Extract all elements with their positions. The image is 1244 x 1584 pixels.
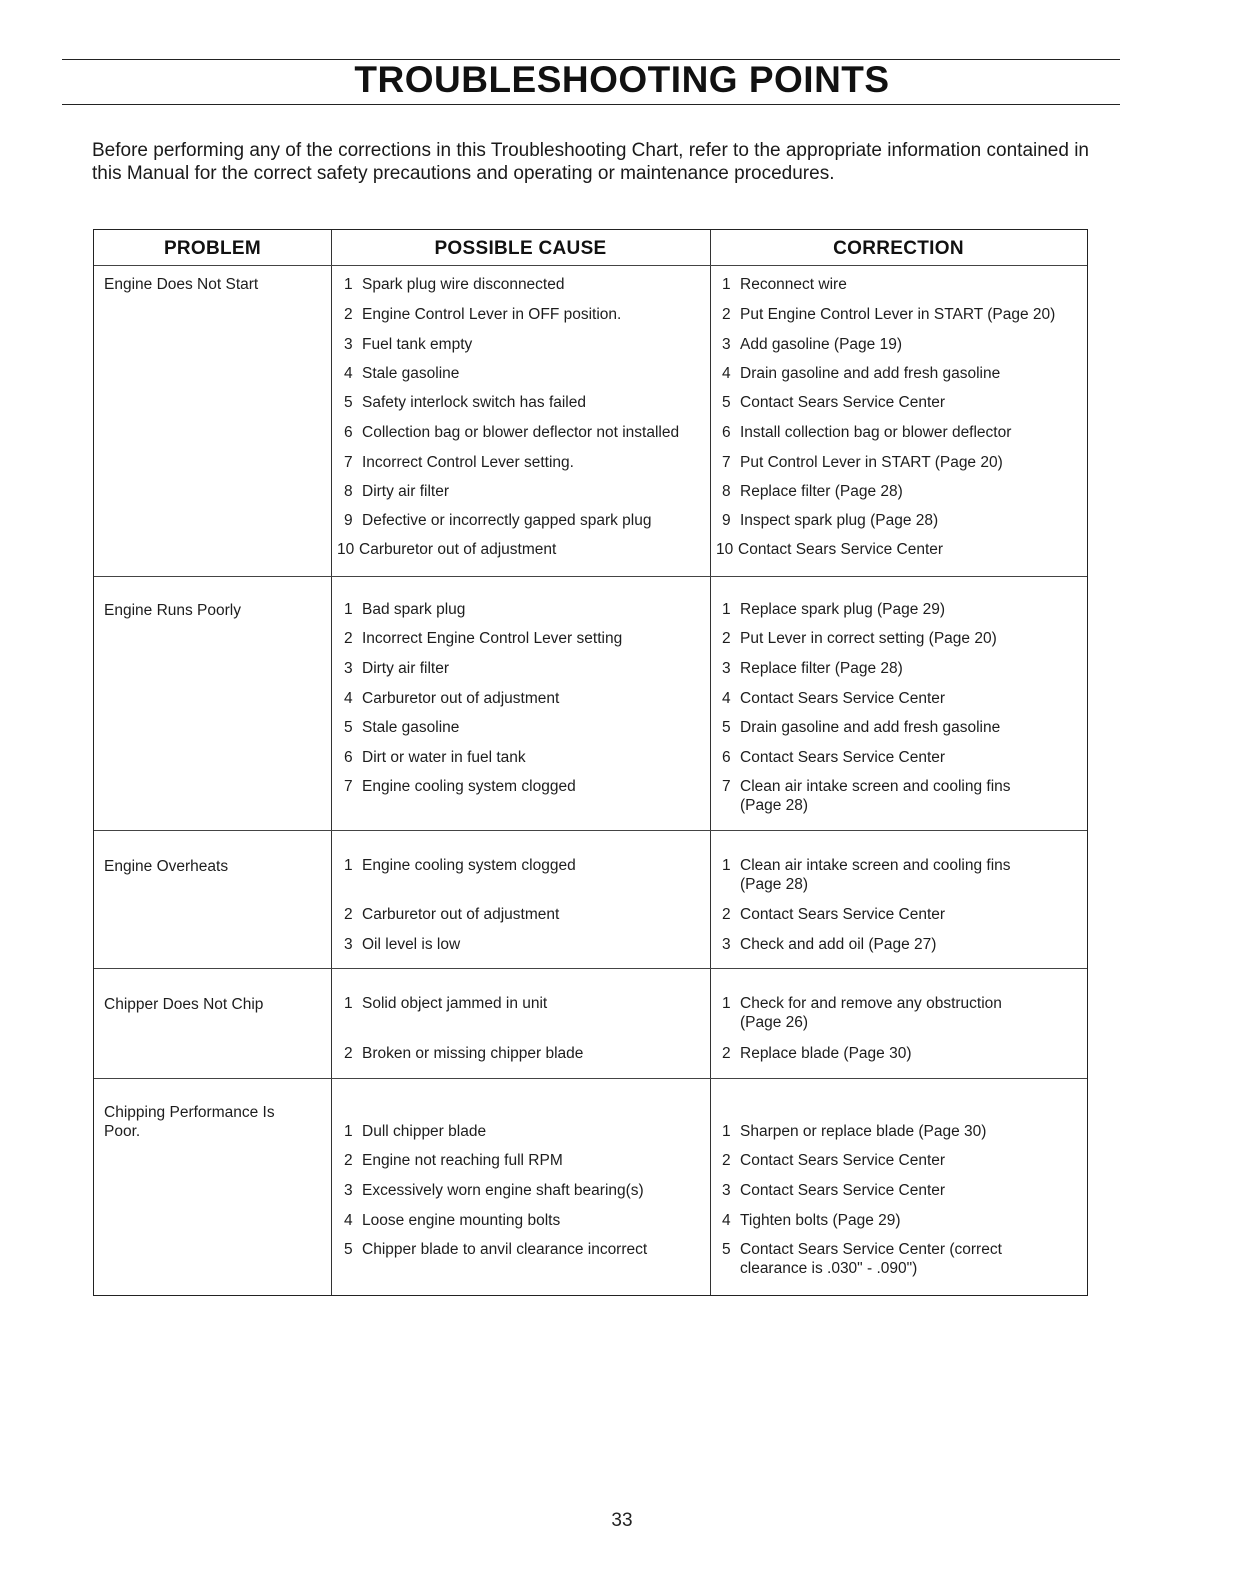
column-divider bbox=[710, 230, 711, 1295]
item-number: 1 bbox=[344, 857, 353, 874]
item-number: 1 bbox=[722, 601, 731, 618]
correction-item bbox=[722, 659, 1084, 678]
correction-item bbox=[722, 777, 1084, 815]
cause-text: Loose engine mounting bolts bbox=[362, 1212, 561, 1229]
item-number: 3 bbox=[722, 1182, 731, 1199]
correction-text: Drain gasoline and add fresh gasoline bbox=[740, 365, 1001, 382]
cause-text: Stale gasoline bbox=[362, 719, 460, 736]
correction-item bbox=[722, 629, 1084, 648]
correction-text: Contact Sears Service Center bbox=[740, 1182, 946, 1199]
correction-text: Clean air intake screen and cooling fins (Page 28) bbox=[740, 857, 1011, 893]
title-underline-rule bbox=[62, 104, 1120, 105]
page-number: 33 bbox=[611, 1510, 633, 1531]
item-number: 3 bbox=[344, 1182, 353, 1199]
section-divider bbox=[94, 830, 1087, 831]
cause-text: Engine cooling system clogged bbox=[362, 857, 576, 874]
correction-item bbox=[722, 453, 1084, 472]
correction-item bbox=[722, 1211, 1084, 1230]
column-divider bbox=[331, 230, 332, 1295]
section-divider bbox=[94, 576, 1087, 577]
cause-text: Dirty air filter bbox=[362, 483, 449, 500]
correction-item bbox=[722, 423, 1084, 442]
correction-item bbox=[722, 994, 1084, 1032]
cause-item bbox=[344, 905, 704, 924]
item-number: 2 bbox=[344, 1045, 353, 1062]
item-number: 2 bbox=[344, 306, 353, 323]
cause-item bbox=[344, 453, 704, 472]
cause-text: Spark plug wire disconnected bbox=[362, 276, 565, 293]
cause-item bbox=[344, 423, 704, 442]
item-number: 7 bbox=[722, 778, 731, 795]
header-divider bbox=[94, 265, 1087, 266]
correction-item bbox=[716, 540, 1078, 559]
cause-item bbox=[344, 275, 704, 294]
item-number: 1 bbox=[722, 276, 731, 293]
cause-item bbox=[344, 1240, 704, 1259]
item-number: 2 bbox=[722, 1152, 731, 1169]
item-number: 3 bbox=[344, 336, 353, 353]
correction-item bbox=[722, 305, 1084, 324]
item-number: 5 bbox=[344, 1241, 353, 1258]
cause-item bbox=[344, 305, 704, 324]
item-number: 8 bbox=[344, 483, 353, 500]
item-number: 2 bbox=[722, 906, 731, 923]
item-number: 4 bbox=[722, 365, 731, 382]
correction-text: Drain gasoline and add fresh gasoline bbox=[740, 719, 1001, 736]
cause-item bbox=[344, 1151, 704, 1170]
correction-text: Contact Sears Service Center bbox=[740, 1152, 946, 1169]
problem-label: Chipping Performance Is Poor. bbox=[104, 1104, 275, 1140]
problem-label: Engine Overheats bbox=[104, 858, 229, 875]
correction-text: Contact Sears Service Center (correct clearance is .030" - .090") bbox=[740, 1241, 1002, 1277]
correction-text: Install collection bag or blower deflector bbox=[740, 424, 1012, 441]
correction-item bbox=[722, 1240, 1084, 1278]
cause-item bbox=[344, 856, 704, 875]
item-number: 10 bbox=[716, 541, 734, 558]
item-number: 9 bbox=[344, 512, 353, 529]
cause-text: Engine Control Lever in OFF position. bbox=[362, 306, 622, 323]
cause-item bbox=[344, 364, 704, 383]
cause-text: Engine cooling system clogged bbox=[362, 778, 576, 795]
item-number: 6 bbox=[344, 424, 353, 441]
item-number: 3 bbox=[722, 660, 731, 677]
correction-item bbox=[722, 905, 1084, 924]
cause-text: Defective or incorrectly gapped spark plug bbox=[362, 512, 652, 529]
correction-item bbox=[722, 275, 1084, 294]
section-divider bbox=[94, 968, 1087, 969]
correction-item bbox=[722, 600, 1084, 619]
correction-text: Contact Sears Service Center bbox=[738, 541, 944, 558]
correction-item bbox=[722, 1151, 1084, 1170]
item-number: 3 bbox=[344, 660, 353, 677]
cause-item bbox=[344, 994, 704, 1013]
item-number: 2 bbox=[722, 630, 731, 647]
item-number: 1 bbox=[344, 1123, 353, 1140]
cause-item bbox=[344, 689, 704, 708]
cause-text: Excessively worn engine shaft bearing(s) bbox=[362, 1182, 644, 1199]
intro-paragraph: Before performing any of the corrections in this Troubleshooting Chart, refer to the appropriate information contained in this Manual for the correct safety precautions and operating or maintenance procedures. bbox=[92, 140, 1089, 184]
correction-text: Clean air intake screen and cooling fins (Page 28) bbox=[740, 778, 1011, 814]
item-number: 5 bbox=[722, 719, 731, 736]
item-number: 1 bbox=[344, 276, 353, 293]
correction-text: Contact Sears Service Center bbox=[740, 906, 946, 923]
correction-item bbox=[722, 748, 1084, 767]
troubleshooting-table bbox=[93, 229, 1088, 1296]
cause-item bbox=[344, 777, 704, 796]
correction-text: Tighten bolts (Page 29) bbox=[740, 1212, 901, 1229]
correction-text: Contact Sears Service Center bbox=[740, 749, 946, 766]
cause-text: Safety interlock switch has failed bbox=[362, 394, 586, 411]
cause-item bbox=[344, 600, 704, 619]
cause-item bbox=[344, 629, 704, 648]
cause-text: Carburetor out of adjustment bbox=[362, 690, 560, 707]
cause-item bbox=[344, 748, 704, 767]
correction-text: Contact Sears Service Center bbox=[740, 394, 946, 411]
cause-item bbox=[344, 659, 704, 678]
correction-item bbox=[722, 1044, 1084, 1063]
section-divider bbox=[94, 1078, 1087, 1079]
cause-text: Stale gasoline bbox=[362, 365, 460, 382]
correction-item bbox=[722, 511, 1084, 530]
cause-text: Carburetor out of adjustment bbox=[359, 541, 557, 558]
item-number: 5 bbox=[722, 394, 731, 411]
cause-item bbox=[344, 1122, 704, 1141]
correction-item bbox=[722, 718, 1084, 737]
item-number: 7 bbox=[344, 778, 353, 795]
item-number: 3 bbox=[722, 336, 731, 353]
item-number: 1 bbox=[722, 857, 731, 874]
item-number: 4 bbox=[722, 1212, 731, 1229]
item-number: 5 bbox=[722, 1241, 731, 1258]
cause-text: Oil level is low bbox=[362, 936, 461, 953]
cause-item bbox=[344, 718, 704, 737]
item-number: 4 bbox=[344, 365, 353, 382]
cause-text: Dirty air filter bbox=[362, 660, 449, 677]
cause-text: Incorrect Control Lever setting. bbox=[362, 454, 574, 471]
problem-label: Engine Runs Poorly bbox=[104, 602, 241, 619]
item-number: 1 bbox=[722, 995, 731, 1012]
correction-item bbox=[722, 1122, 1084, 1141]
correction-text: Replace blade (Page 30) bbox=[740, 1045, 912, 1062]
item-number: 2 bbox=[344, 630, 353, 647]
item-number: 4 bbox=[722, 690, 731, 707]
correction-text: Put Lever in correct setting (Page 20) bbox=[740, 630, 997, 647]
item-number: 7 bbox=[344, 454, 353, 471]
cause-text: Engine not reaching full RPM bbox=[362, 1152, 563, 1169]
item-number: 5 bbox=[344, 719, 353, 736]
header-possible-cause: POSSIBLE CAUSE bbox=[434, 238, 607, 259]
correction-text: Contact Sears Service Center bbox=[740, 690, 946, 707]
correction-text: Replace spark plug (Page 29) bbox=[740, 601, 946, 618]
item-number: 10 bbox=[337, 541, 355, 558]
cause-text: Fuel tank empty bbox=[362, 336, 473, 353]
cause-item bbox=[344, 1211, 704, 1230]
header-correction: CORRECTION bbox=[833, 238, 964, 259]
item-number: 7 bbox=[722, 454, 731, 471]
cause-text: Incorrect Engine Control Lever setting bbox=[362, 630, 623, 647]
item-number: 3 bbox=[344, 936, 353, 953]
cause-text: Collection bag or blower deflector not installed bbox=[362, 424, 680, 441]
item-number: 1 bbox=[344, 995, 353, 1012]
item-number: 2 bbox=[722, 306, 731, 323]
correction-item bbox=[722, 364, 1084, 383]
correction-item bbox=[722, 482, 1084, 501]
cause-item bbox=[344, 482, 704, 501]
correction-item bbox=[722, 689, 1084, 708]
item-number: 2 bbox=[722, 1045, 731, 1062]
correction-item bbox=[722, 335, 1084, 354]
header-problem: PROBLEM bbox=[163, 238, 262, 259]
correction-item bbox=[722, 1181, 1084, 1200]
cause-text: Solid object jammed in unit bbox=[362, 995, 548, 1012]
cause-text: Dirt or water in fuel tank bbox=[362, 749, 526, 766]
cause-item bbox=[344, 393, 704, 412]
correction-item bbox=[722, 393, 1084, 412]
correction-text: Sharpen or replace blade (Page 30) bbox=[740, 1123, 987, 1140]
cause-text: Broken or missing chipper blade bbox=[362, 1045, 584, 1062]
correction-text: Reconnect wire bbox=[740, 276, 847, 293]
cause-text: Carburetor out of adjustment bbox=[362, 906, 560, 923]
item-number: 4 bbox=[344, 1212, 353, 1229]
cause-item bbox=[344, 511, 704, 530]
item-number: 3 bbox=[722, 936, 731, 953]
cause-item bbox=[337, 540, 697, 559]
item-number: 1 bbox=[722, 1123, 731, 1140]
correction-text: Put Control Lever in START (Page 20) bbox=[740, 454, 1003, 471]
item-number: 5 bbox=[344, 394, 353, 411]
item-number: 2 bbox=[344, 1152, 353, 1169]
item-number: 2 bbox=[344, 906, 353, 923]
item-number: 1 bbox=[344, 601, 353, 618]
cause-item bbox=[344, 935, 704, 954]
correction-item bbox=[722, 935, 1084, 954]
correction-text: Check and add oil (Page 27) bbox=[740, 936, 937, 953]
correction-text: Check for and remove any obstruction (Page 26) bbox=[740, 995, 1002, 1031]
item-number: 6 bbox=[344, 749, 353, 766]
item-number: 9 bbox=[722, 512, 731, 529]
correction-text: Inspect spark plug (Page 28) bbox=[740, 512, 939, 529]
item-number: 8 bbox=[722, 483, 731, 500]
correction-text: Put Engine Control Lever in START (Page 20) bbox=[740, 306, 1056, 323]
problem-label: Engine Does Not Start bbox=[104, 276, 259, 293]
cause-text: Chipper blade to anvil clearance incorrect bbox=[362, 1241, 648, 1258]
cause-item bbox=[344, 335, 704, 354]
page-title: TROUBLESHOOTING POINTS bbox=[354, 59, 890, 100]
cause-text: Dull chipper blade bbox=[362, 1123, 487, 1140]
correction-item bbox=[722, 856, 1084, 894]
correction-text: Add gasoline (Page 19) bbox=[740, 336, 903, 353]
cause-text: Bad spark plug bbox=[362, 601, 466, 618]
item-number: 6 bbox=[722, 424, 731, 441]
cause-item bbox=[344, 1181, 704, 1200]
correction-text: Replace filter (Page 28) bbox=[740, 483, 903, 500]
item-number: 6 bbox=[722, 749, 731, 766]
problem-label: Chipper Does Not Chip bbox=[104, 996, 264, 1013]
correction-text: Replace filter (Page 28) bbox=[740, 660, 903, 677]
cause-item bbox=[344, 1044, 704, 1063]
item-number: 4 bbox=[344, 690, 353, 707]
